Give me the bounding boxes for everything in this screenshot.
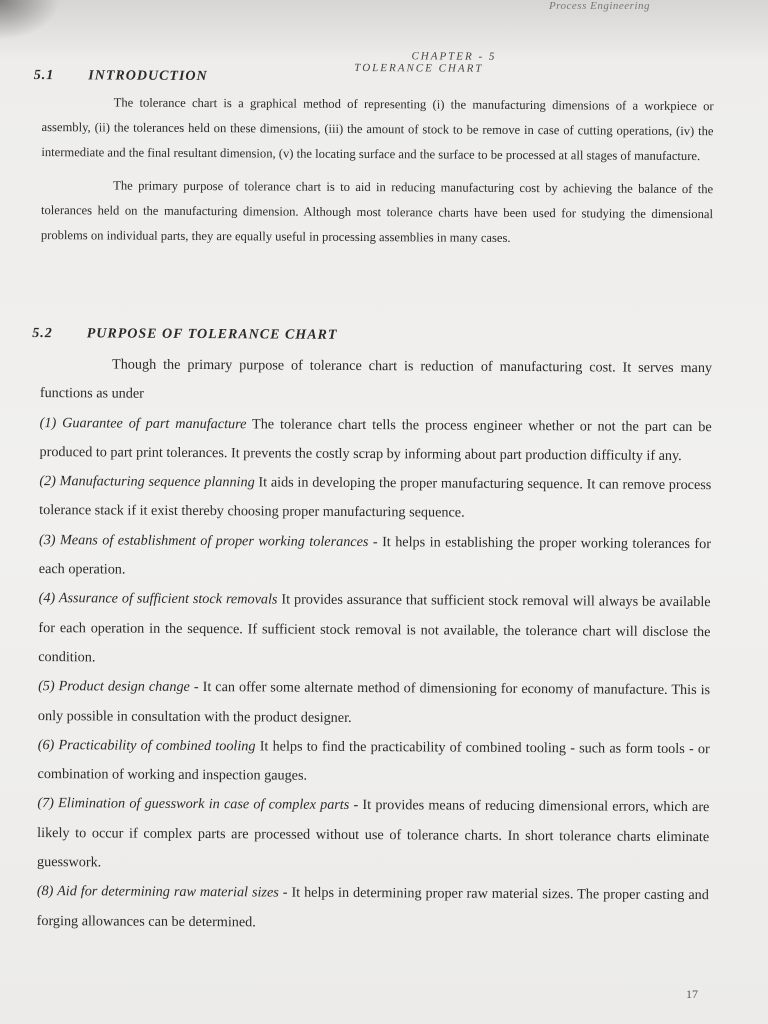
purpose-item [37,731,709,794]
chapter-heading [124,49,714,77]
purpose-item-text: It provides assurance that sufficient stock removal will always be available for each operation in the sequence. If sufficient stock removal is not available, the tolerance chart will disclose the condition. [38,591,711,666]
purpose-item-title: (8) Aid for determining raw material sizes [36,883,279,901]
paragraph: Though the primary purpose of tolerance chart is reduction of manufacturing cost. It serves many functions as under [39,356,713,402]
purpose-item [39,526,711,589]
purpose-item-title: (3) Means of establishment of proper working tolerances [38,531,369,550]
purpose-item [39,409,711,472]
purpose-item-text: - It provides means of reducing dimensional errors, which are likely to occur if complex parts are processed without use of tolerance charts. In short tolerance charts eliminate guesswork. [36,797,710,871]
purpose-list [37,409,712,940]
purpose-item-text: - It helps in establishing the proper working tolerances for each operation. [38,533,712,578]
purpose-item-title: (1) Guarantee of part manufacture [39,414,247,432]
purpose-item [37,877,709,940]
chapter-title: TOLERANCE CHART [354,61,484,75]
purpose-item-title: (5) Product design change [38,678,190,696]
purpose-item-title: (4) Assurance of sufficient stock removals [38,590,278,608]
purpose-item-text: It helps to find the practicability of combined tooling - such as form tools - or combination of working and inspection gauges. [37,738,710,784]
paragraph: The tolerance chart is a graphical method of representing (i) the manufacturing dimensions of a workpiece or assembly, (ii) the tolerances held on these dimensions, (iii) the amount of stock to be remove in case of cutting operations, (iv) the intermediate and the final resultant dimension, (v) the locating surface and the surface to be processed at all stages of manufacture. [41,95,714,164]
purpose-item-text: The tolerance chart tells the process engineer whether or not the part can be produced to part print tolerances. It prevents the costly scrap by informing about part production difficulty if any. [39,415,712,464]
section-number: 5.1 [33,67,55,84]
page-number: 17 [686,987,698,1001]
section-heading-5-2 [32,326,337,344]
purpose-item-title: (2) Manufacturing sequence planning [39,473,255,491]
section-number: 5.2 [32,325,53,342]
purpose-item-text: It aids in developing the proper manufacturing sequence. It can remove process tolerance stack if it exist thereby choosing proper manufacturing sequence. [39,474,712,522]
section-title: INTRODUCTION [88,68,208,85]
scan-shadow [0,0,60,40]
section-title: PURPOSE OF TOLERANCE CHART [86,326,338,343]
purpose-item-title: (7) Elimination of guesswork in case of complex parts [37,795,350,814]
purpose-item [38,584,711,676]
running-header: Process Engineering [548,0,650,12]
paragraph: The primary purpose of tolerance chart is to aid in reducing manufacturing cost by achieving the balance of the tolerances held on the manufacturing dimension. Although most tolerance charts have been used for studying the dimensional problems on individual parts, they are equally useful in processing assemblies in many cases. [40,178,714,245]
purpose-item [39,467,711,530]
purpose-item-text: - It can offer some alternate method of dimensioning for economy of manufacture. This is only possible in consultation with the product designer. [37,679,711,726]
purpose-item-title: (6) Practicability of combined tooling [37,736,256,755]
introduction-body [41,90,714,252]
purpose-body [37,350,713,940]
purpose-item-text: - It helps in determining proper raw material sizes. The proper casting and forging allowances can be determined. [36,884,709,931]
page-content [32,48,714,931]
section-heading-5-1 [34,68,208,85]
chapter-number: CHAPTER - 5 [411,50,497,63]
purpose-item [37,789,710,881]
purpose-item [38,672,710,735]
